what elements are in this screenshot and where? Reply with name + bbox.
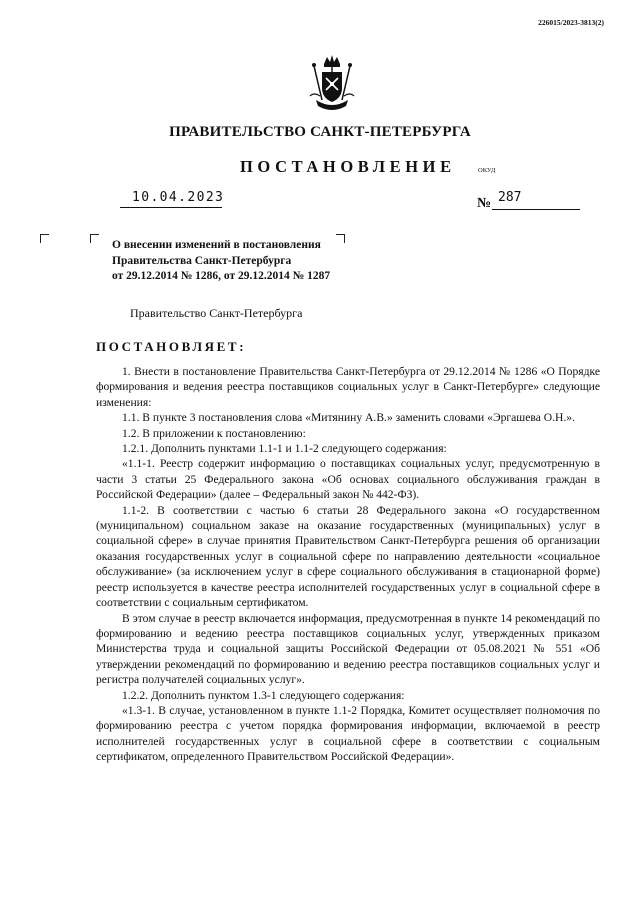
margin-bracket-left	[40, 234, 49, 243]
paragraph: «1.3-1. В случае, установленном в пункте 1.1-2 Порядка, Комитет осуществляет полномочия по формированию реестра с учетом порядка формирования информации, включаемой в реестр исполнителей государственных услуг в социальной сфере в соответствии с социальным сертификатом, определенного Правительством Российской Федерации».	[96, 703, 600, 764]
paragraph: 1.2.1. Дополнить пунктами 1.1-1 и 1.1-2 следующего содержания:	[122, 442, 447, 456]
paragraph: 1. Внести в постановление Правительства Санкт-Петербурга от 29.12.2014 № 1286 «О Порядке формирования и ведения реестра поставщиков социальных услуг в Санкт-Петербурге» следующие изменения:	[96, 365, 600, 409]
date-underline	[120, 207, 222, 208]
paragraph: 1.1-2. В соответствии с частью 6 статьи 28 Федерального закона «О государственном (муниципальном) социальном заказе на оказание государственных (муниципальных) услуг в социальной сфере» в случае принятия Правительством Санкт-Петербурга решения об организации оказания государственных услуг в социальной сфере по направлению деятельности «социальное обслуживание» (за исключением услуг в сфере социального обслуживания в стационарной форме) реестр используется в качестве реестра исполнителей государственных услуг в социальной сфере в соответствии с социальным сертификатом.	[96, 503, 600, 610]
subject-line: Правительства Санкт-Петербурга	[112, 254, 292, 267]
subject-line: от 29.12.2014 № 1286, от 29.12.2014 № 1287	[112, 270, 331, 282]
subject-line: О внесении изменений в постановления	[112, 239, 321, 251]
paragraph: 1.2.2. Дополнить пунктом 1.3-1 следующего содержания:	[122, 688, 405, 702]
paragraph: «1.1-1. Реестр содержит информацию о поставщиках социальных услуг, предусмотренную в части 3 статьи 25 Федерального закона «Об основах социального обслуживания граждан в Российской Федерации» (далее – Федеральный закон № 442-ФЗ).	[96, 457, 600, 502]
subject-bracket-left	[90, 234, 99, 243]
decree-word: ПОСТАНОВЛЯЕТ:	[96, 339, 247, 354]
number-sign: №	[477, 196, 492, 211]
document-number-value: 287	[498, 190, 522, 205]
coat-of-arms-icon	[300, 52, 364, 116]
document-date: 10.04.2023	[132, 190, 225, 205]
paragraph: В этом случае в реестр включается информация, предусмотренная в пункте 14 рекомендаций по формированию и ведению реестра поставщиков социальных услуг, утвержденных приказом Министерства труда и социальной защиты Российской Федерации от 05.08.2021 № 551 «Об утверждении рекомендаций по формированию и ведению реестра поставщиков социальных услуг и регистра получателей социальных услуг».	[96, 611, 600, 687]
okud-label: ОКУД	[478, 167, 496, 174]
document-type: ПОСТАНОВЛЕНИЕ	[240, 157, 456, 176]
government-title: ПРАВИТЕЛЬСТВО САНКТ-ПЕТЕРБУРГА	[169, 124, 471, 140]
document-body	[96, 364, 600, 765]
document-subject	[112, 238, 372, 285]
number-underline	[492, 209, 580, 210]
paragraph: 1.2. В приложении к постановлению:	[122, 426, 306, 440]
document-number: 226015/2023-3813(2)	[538, 18, 604, 27]
paragraph: 1.1. В пункте 3 постановления слова «Митянину А.В.» заменить словами «Эргашева О.Н.».	[122, 411, 575, 425]
issuer: Правительство Санкт-Петербурга	[130, 306, 303, 320]
